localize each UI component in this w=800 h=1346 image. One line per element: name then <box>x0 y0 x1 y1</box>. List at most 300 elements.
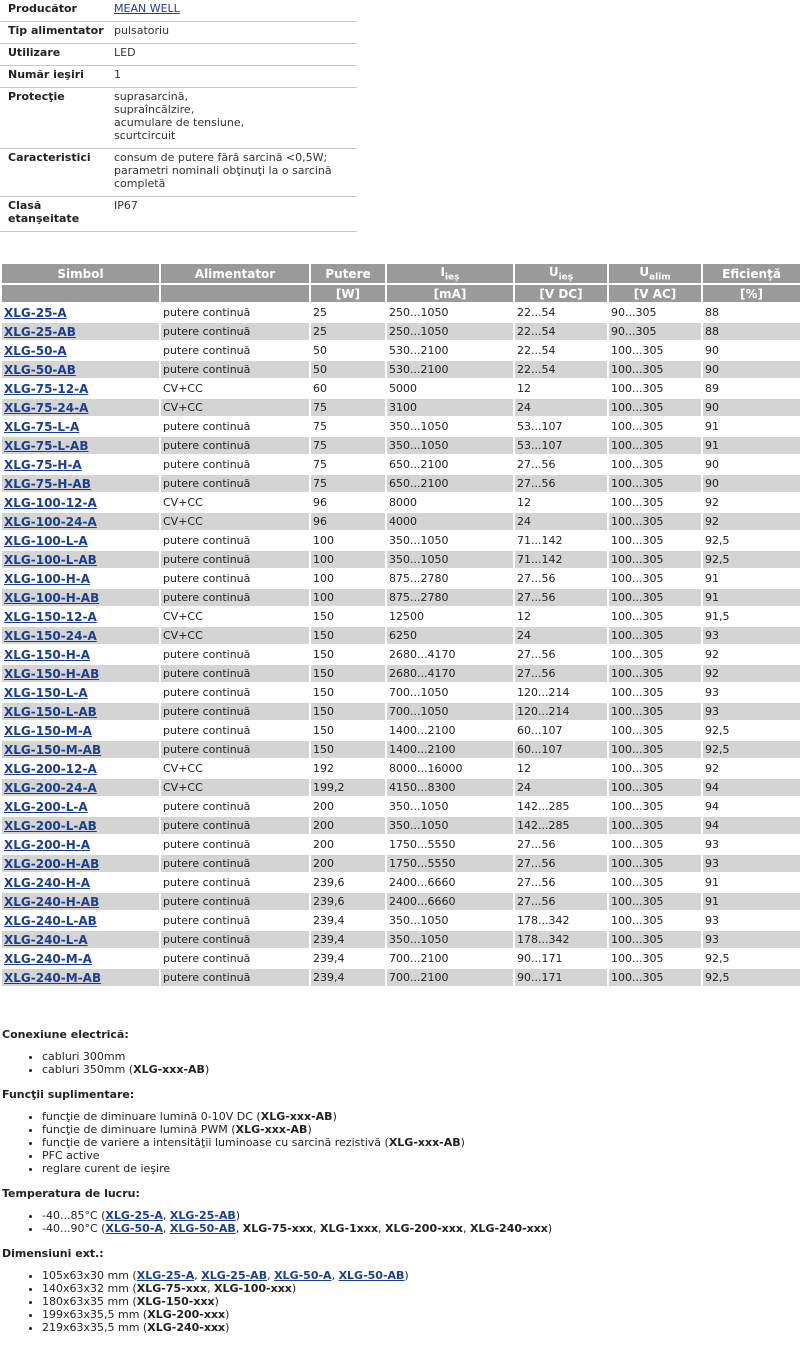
cell-alimentator: putere continuă <box>160 835 310 854</box>
cell-uout: 24 <box>514 626 608 645</box>
item-text: , <box>267 1269 275 1282</box>
cell-uout: 22...54 <box>514 341 608 360</box>
cell-iout: 6250 <box>386 626 514 645</box>
item-text: funcţie de diminuare lumină 0-10V DC ( <box>42 1110 261 1123</box>
list-item <box>42 1295 798 1308</box>
cell-iout: 1400...2100 <box>386 721 514 740</box>
list-item <box>42 1110 798 1123</box>
cell-uout: 22...54 <box>514 360 608 379</box>
cell-alimentator: CV+CC <box>160 512 310 531</box>
cell-uin: 100...305 <box>608 512 702 531</box>
table-row <box>2 702 800 721</box>
item-text: , <box>313 1222 321 1235</box>
cell-simbol <box>2 759 160 778</box>
item-text: funcţie de diminuare lumină PWM ( <box>42 1123 236 1136</box>
product-link[interactable]: XLG-200-L-AB <box>4 818 97 833</box>
cell-uin: 90...305 <box>608 303 702 322</box>
cell-alimentator: putere continuă <box>160 702 310 721</box>
item-text: , <box>378 1222 386 1235</box>
product-link[interactable]: XLG-150-H-AB <box>4 666 100 681</box>
cell-iout: 4150...8300 <box>386 778 514 797</box>
cell-putere: 150 <box>310 607 386 626</box>
cell-eficienta: 94 <box>702 816 800 835</box>
cell-uout: 90...171 <box>514 968 608 986</box>
list-item <box>42 1282 798 1295</box>
item-text: , <box>206 1282 214 1295</box>
cell-eficienta: 92,5 <box>702 740 800 759</box>
cell-iout: 12500 <box>386 607 514 626</box>
cell-alimentator: putere continuă <box>160 892 310 911</box>
spec-value <box>114 149 357 197</box>
cell-uout: 71...142 <box>514 550 608 569</box>
cell-uout: 27...56 <box>514 835 608 854</box>
product-link[interactable]: XLG-200-24-A <box>4 780 97 795</box>
product-link[interactable]: XLG-240-H-AB <box>4 894 100 909</box>
item-text: , <box>235 1222 243 1235</box>
list-item <box>42 1149 798 1162</box>
cell-simbol <box>2 607 160 626</box>
cell-uout: 120...214 <box>514 683 608 702</box>
cell-alimentator: putere continuă <box>160 930 310 949</box>
item-text: ) <box>214 1295 219 1308</box>
item-text: ) <box>332 1110 337 1123</box>
cell-alimentator: putere continuă <box>160 664 310 683</box>
cell-eficienta: 92,5 <box>702 531 800 550</box>
cell-iout: 250...1050 <box>386 322 514 341</box>
notes-heading: Dimensiuni ext.: <box>2 1247 104 1260</box>
cell-iout: 250...1050 <box>386 303 514 322</box>
cell-uin: 100...305 <box>608 607 702 626</box>
cell-eficienta: 91 <box>702 588 800 607</box>
cell-uout: 178...342 <box>514 911 608 930</box>
cell-iout: 8000...16000 <box>386 759 514 778</box>
cell-uin: 100...305 <box>608 626 702 645</box>
product-link[interactable]: XLG-50-AB <box>4 362 76 377</box>
model-code: XLG-200-xxx <box>147 1308 226 1321</box>
cell-eficienta: 93 <box>702 702 800 721</box>
cell-simbol <box>2 683 160 702</box>
cell-putere: 239,4 <box>310 949 386 968</box>
cell-uout: 12 <box>514 607 608 626</box>
cell-putere: 150 <box>310 702 386 721</box>
cell-iout: 5000 <box>386 379 514 398</box>
cell-simbol <box>2 873 160 892</box>
cell-alimentator: putere continuă <box>160 721 310 740</box>
col-header-iout: $I_{ieş}$ <box>386 264 514 284</box>
item-text: 199x63x35,5 mm ( <box>42 1308 148 1321</box>
cell-eficienta: 93 <box>702 626 800 645</box>
cell-putere: 150 <box>310 626 386 645</box>
item-text: cabluri 350mm ( <box>42 1063 134 1076</box>
cell-putere: 239,4 <box>310 911 386 930</box>
cell-eficienta: 91 <box>702 417 800 436</box>
list-item <box>42 1222 798 1235</box>
cell-putere: 150 <box>310 645 386 664</box>
cell-eficienta: 92 <box>702 664 800 683</box>
cell-eficienta: 92,5 <box>702 968 800 986</box>
cell-eficienta: 93 <box>702 683 800 702</box>
cell-uin: 100...305 <box>608 683 702 702</box>
cell-uin: 100...305 <box>608 930 702 949</box>
table-row <box>2 455 800 474</box>
item-text: ) <box>225 1321 230 1334</box>
product-link[interactable]: XLG-75-12-A <box>4 381 89 396</box>
cell-alimentator: putere continuă <box>160 740 310 759</box>
item-text: , <box>331 1269 339 1282</box>
product-link[interactable]: XLG-75-L-A <box>4 419 80 434</box>
table-row <box>2 417 800 436</box>
cell-uout: 27...56 <box>514 854 608 873</box>
cell-uin: 100...305 <box>608 797 702 816</box>
manufacturer-link[interactable]: MEAN WELL <box>114 2 180 15</box>
cell-uout: 60...107 <box>514 740 608 759</box>
cell-simbol <box>2 911 160 930</box>
product-link[interactable]: XLG-150-12-A <box>4 609 97 624</box>
cell-uout: 53...107 <box>514 417 608 436</box>
col-header-eficienta: Eficienţă <box>702 264 800 284</box>
table-row <box>2 588 800 607</box>
product-link[interactable]: XLG-150-24-A <box>4 628 97 643</box>
table-row <box>2 531 800 550</box>
table-row <box>2 854 800 873</box>
product-link[interactable]: XLG-25-A <box>4 305 67 320</box>
cell-alimentator: putere continuă <box>160 417 310 436</box>
product-link[interactable]: XLG-200-L-A <box>4 799 88 814</box>
spec-value-line: supraîncălzire, <box>114 103 195 116</box>
table-row <box>2 322 800 341</box>
notes-list <box>2 1050 798 1076</box>
notes-heading: Funcţii suplimentare: <box>2 1088 135 1101</box>
cell-putere: 200 <box>310 854 386 873</box>
cell-eficienta: 91 <box>702 892 800 911</box>
header-row <box>2 264 800 284</box>
cell-eficienta: 94 <box>702 778 800 797</box>
cell-uin: 100...305 <box>608 873 702 892</box>
spec-row <box>0 197 357 232</box>
product-link[interactable]: XLG-50-A <box>4 343 67 358</box>
unit-iout: [mA] <box>386 284 514 303</box>
item-text: , <box>162 1222 170 1235</box>
cell-simbol <box>2 417 160 436</box>
cell-simbol <box>2 512 160 531</box>
cell-iout: 2680...4170 <box>386 664 514 683</box>
cell-alimentator: putere continuă <box>160 474 310 493</box>
product-link[interactable]: XLG-200-H-A <box>4 837 91 852</box>
cell-putere: 100 <box>310 569 386 588</box>
product-link[interactable]: XLG-100-24-A <box>4 514 97 529</box>
cell-uout: 12 <box>514 379 608 398</box>
cell-alimentator: putere continuă <box>160 873 310 892</box>
cell-simbol <box>2 626 160 645</box>
spec-row <box>0 66 357 88</box>
model-code: XLG-xxx-AB <box>235 1123 308 1136</box>
item-text: ) <box>204 1063 210 1076</box>
cell-eficienta: 92 <box>702 759 800 778</box>
product-link[interactable]: XLG-200-12-A <box>4 761 97 776</box>
cell-eficienta: 88 <box>702 322 800 341</box>
cell-eficienta: 90 <box>702 474 800 493</box>
cell-uin: 100...305 <box>608 474 702 493</box>
cell-putere: 200 <box>310 835 386 854</box>
cell-uout: 22...54 <box>514 303 608 322</box>
spec-label: Tip alimentator <box>0 22 114 44</box>
item-text: ) <box>460 1136 465 1149</box>
cell-iout: 650...2100 <box>386 455 514 474</box>
item-text: 219x63x35,5 mm ( <box>42 1321 148 1334</box>
product-link[interactable]: XLG-100-L-A <box>4 533 88 548</box>
list-item <box>42 1050 798 1063</box>
unit-putere: [W] <box>310 284 386 303</box>
cell-alimentator: CV+CC <box>160 493 310 512</box>
cell-uout: 27...56 <box>514 588 608 607</box>
cell-uin: 100...305 <box>608 664 702 683</box>
item-text: ) <box>547 1222 553 1235</box>
cell-alimentator: putere continuă <box>160 797 310 816</box>
cell-uin: 100...305 <box>608 588 702 607</box>
cell-uin: 100...305 <box>608 816 702 835</box>
item-text: 140x63x32 mm ( <box>42 1282 137 1295</box>
cell-putere: 150 <box>310 740 386 759</box>
table-row <box>2 892 800 911</box>
table-row <box>2 835 800 854</box>
cell-iout: 350...1050 <box>386 436 514 455</box>
product-link[interactable]: XLG-25-AB <box>4 324 76 339</box>
model-code: XLG-xxx-AB <box>133 1063 205 1076</box>
table-row <box>2 968 800 986</box>
cell-alimentator: putere continuă <box>160 645 310 664</box>
product-link[interactable]: XLG-150-L-A <box>4 685 88 700</box>
cell-eficienta: 90 <box>702 455 800 474</box>
product-link[interactable]: XLG-150-L-AB <box>4 704 97 719</box>
cell-alimentator: putere continuă <box>160 550 310 569</box>
cell-putere: 75 <box>310 474 386 493</box>
cell-uout: 27...56 <box>514 664 608 683</box>
cell-putere: 25 <box>310 322 386 341</box>
cell-eficienta: 91 <box>702 873 800 892</box>
table-row <box>2 569 800 588</box>
product-link[interactable]: XLG-75-H-A <box>4 457 82 472</box>
cell-uout: 24 <box>514 512 608 531</box>
cell-simbol <box>2 816 160 835</box>
cell-iout: 1400...2100 <box>386 740 514 759</box>
product-link[interactable]: XLG-240-L-A <box>4 932 88 947</box>
spec-label: Utilizare <box>0 44 114 66</box>
cell-simbol <box>2 721 160 740</box>
cell-simbol <box>2 645 160 664</box>
product-link[interactable]: XLG-200-H-AB <box>4 856 100 871</box>
model-code: XLG-xxx-AB <box>388 1136 461 1149</box>
cell-uout: 71...142 <box>514 531 608 550</box>
cell-eficienta: 92,5 <box>702 949 800 968</box>
product-link[interactable]: XLG-50-A <box>105 1222 163 1235</box>
notes-list <box>2 1209 798 1235</box>
cell-uin: 100...305 <box>608 569 702 588</box>
table-row <box>2 797 800 816</box>
cell-uout: 24 <box>514 398 608 417</box>
item-text: ) <box>235 1209 241 1222</box>
product-link[interactable]: XLG-75-H-AB <box>4 476 91 491</box>
cell-simbol <box>2 588 160 607</box>
spec-value: 1 <box>114 66 357 88</box>
spec-label: Număr ieşiri <box>0 66 114 88</box>
cell-iout: 3100 <box>386 398 514 417</box>
cell-alimentator: putere continuă <box>160 341 310 360</box>
cell-putere: 150 <box>310 721 386 740</box>
cell-eficienta: 92 <box>702 645 800 664</box>
product-link[interactable]: XLG-150-M-A <box>4 723 92 738</box>
cell-simbol <box>2 379 160 398</box>
unit-uout: [V DC] <box>514 284 608 303</box>
cell-eficienta: 92,5 <box>702 550 800 569</box>
product-link[interactable]: XLG-240-M-AB <box>4 970 102 985</box>
table-row <box>2 645 800 664</box>
cell-putere: 75 <box>310 417 386 436</box>
product-link[interactable]: XLG-100-12-A <box>4 495 97 510</box>
cell-iout: 530...2100 <box>386 360 514 379</box>
cell-eficienta: 92 <box>702 512 800 531</box>
col-header-uin: $U_{alim}$ <box>608 264 702 284</box>
cell-uout: 27...56 <box>514 455 608 474</box>
cell-putere: 192 <box>310 759 386 778</box>
product-link[interactable]: XLG-100-L-AB <box>4 552 97 567</box>
cell-uin: 100...305 <box>608 493 702 512</box>
item-text: funcţie de variere a intensităţii luminoase cu sarcină rezistivă ( <box>42 1136 389 1149</box>
cell-putere: 239,6 <box>310 873 386 892</box>
cell-iout: 1750...5550 <box>386 854 514 873</box>
cell-uout: 178...342 <box>514 930 608 949</box>
cell-alimentator: CV+CC <box>160 778 310 797</box>
cell-putere: 75 <box>310 398 386 417</box>
spec-label: Caracteristici <box>0 149 114 197</box>
cell-simbol <box>2 892 160 911</box>
cell-uin: 100...305 <box>608 835 702 854</box>
product-link[interactable]: XLG-240-L-AB <box>4 913 97 928</box>
cell-simbol <box>2 664 160 683</box>
cell-eficienta: 90 <box>702 341 800 360</box>
cell-uout: 142...285 <box>514 797 608 816</box>
cell-uout: 90...171 <box>514 949 608 968</box>
cell-uout: 27...56 <box>514 873 608 892</box>
list-item <box>42 1123 798 1136</box>
product-link[interactable]: XLG-25-A <box>136 1269 195 1282</box>
item-text: , <box>162 1209 170 1222</box>
product-link[interactable]: XLG-240-H-A <box>4 875 91 890</box>
cell-uout: 27...56 <box>514 569 608 588</box>
cell-iout: 2400...6660 <box>386 873 514 892</box>
cell-putere: 200 <box>310 816 386 835</box>
unit-eficienta: [%] <box>702 284 800 303</box>
product-link[interactable]: XLG-50-A <box>274 1269 332 1282</box>
spec-value: pulsatoriu <box>114 22 357 44</box>
list-item <box>42 1209 798 1222</box>
cell-uout: 27...56 <box>514 474 608 493</box>
cell-putere: 150 <box>310 664 386 683</box>
product-link[interactable]: XLG-75-24-A <box>4 400 89 415</box>
cell-simbol <box>2 474 160 493</box>
list-item <box>42 1269 798 1282</box>
cell-uout: 24 <box>514 778 608 797</box>
cell-uout: 142...285 <box>514 816 608 835</box>
cell-putere: 239,4 <box>310 968 386 986</box>
cell-eficienta: 93 <box>702 911 800 930</box>
product-link[interactable]: XLG-50-AB <box>169 1222 236 1235</box>
product-link[interactable]: XLG-25-A <box>105 1209 163 1222</box>
cell-putere: 25 <box>310 303 386 322</box>
product-link[interactable]: XLG-240-M-A <box>4 951 92 966</box>
product-link[interactable]: XLG-25-AB <box>201 1269 268 1282</box>
cell-iout: 530...2100 <box>386 341 514 360</box>
table-row <box>2 512 800 531</box>
cell-putere: 50 <box>310 341 386 360</box>
table-row <box>2 626 800 645</box>
cell-alimentator: putere continuă <box>160 854 310 873</box>
model-code: XLG-240-xxx <box>147 1321 226 1334</box>
model-code: XLG-200-xxx <box>385 1222 463 1235</box>
cell-alimentator: putere continuă <box>160 588 310 607</box>
list-item <box>42 1308 798 1321</box>
table-row <box>2 930 800 949</box>
table-row <box>2 436 800 455</box>
cell-eficienta: 88 <box>702 303 800 322</box>
cell-iout: 700...1050 <box>386 683 514 702</box>
cell-iout: 4000 <box>386 512 514 531</box>
cell-simbol <box>2 303 160 322</box>
products-body <box>2 303 800 986</box>
cell-uin: 100...305 <box>608 455 702 474</box>
cell-iout: 350...1050 <box>386 531 514 550</box>
cell-simbol <box>2 322 160 341</box>
product-link[interactable]: XLG-150-H-A <box>4 647 91 662</box>
cell-simbol <box>2 569 160 588</box>
table-row <box>2 303 800 322</box>
cell-uout: 60...107 <box>514 721 608 740</box>
cell-simbol <box>2 949 160 968</box>
item-text: ) <box>307 1123 312 1136</box>
cell-eficienta: 92,5 <box>702 721 800 740</box>
notes-list <box>2 1110 798 1175</box>
cell-iout: 350...1050 <box>386 930 514 949</box>
cell-putere: 200 <box>310 797 386 816</box>
col-header-putere: Putere <box>310 264 386 284</box>
notes-list <box>2 1269 798 1334</box>
cell-iout: 700...1050 <box>386 702 514 721</box>
cell-simbol <box>2 740 160 759</box>
units-row <box>2 284 800 303</box>
product-link[interactable]: XLG-100-H-AB <box>4 590 100 605</box>
cell-iout: 350...1050 <box>386 816 514 835</box>
product-link[interactable]: XLG-100-H-A <box>4 571 91 586</box>
spec-value: IP67 <box>114 197 357 232</box>
spec-value-line: acumulare de tensiune, <box>114 116 245 129</box>
cell-alimentator: CV+CC <box>160 607 310 626</box>
cell-uout: 12 <box>514 493 608 512</box>
product-link[interactable]: XLG-50-AB <box>338 1269 405 1282</box>
spec-row <box>0 88 357 149</box>
cell-uout: 120...214 <box>514 702 608 721</box>
cell-simbol <box>2 398 160 417</box>
product-link[interactable]: XLG-75-L-AB <box>4 438 89 453</box>
cell-simbol <box>2 797 160 816</box>
spec-value <box>114 88 357 149</box>
cell-alimentator: CV+CC <box>160 626 310 645</box>
spec-label: Protecţie <box>0 88 114 149</box>
cell-alimentator: putere continuă <box>160 531 310 550</box>
item-text: reglare curent de ieşire <box>42 1162 171 1175</box>
cell-simbol <box>2 360 160 379</box>
product-link[interactable]: XLG-150-M-AB <box>4 742 102 757</box>
product-link[interactable]: XLG-25-AB <box>169 1209 236 1222</box>
cell-iout: 875...2780 <box>386 588 514 607</box>
